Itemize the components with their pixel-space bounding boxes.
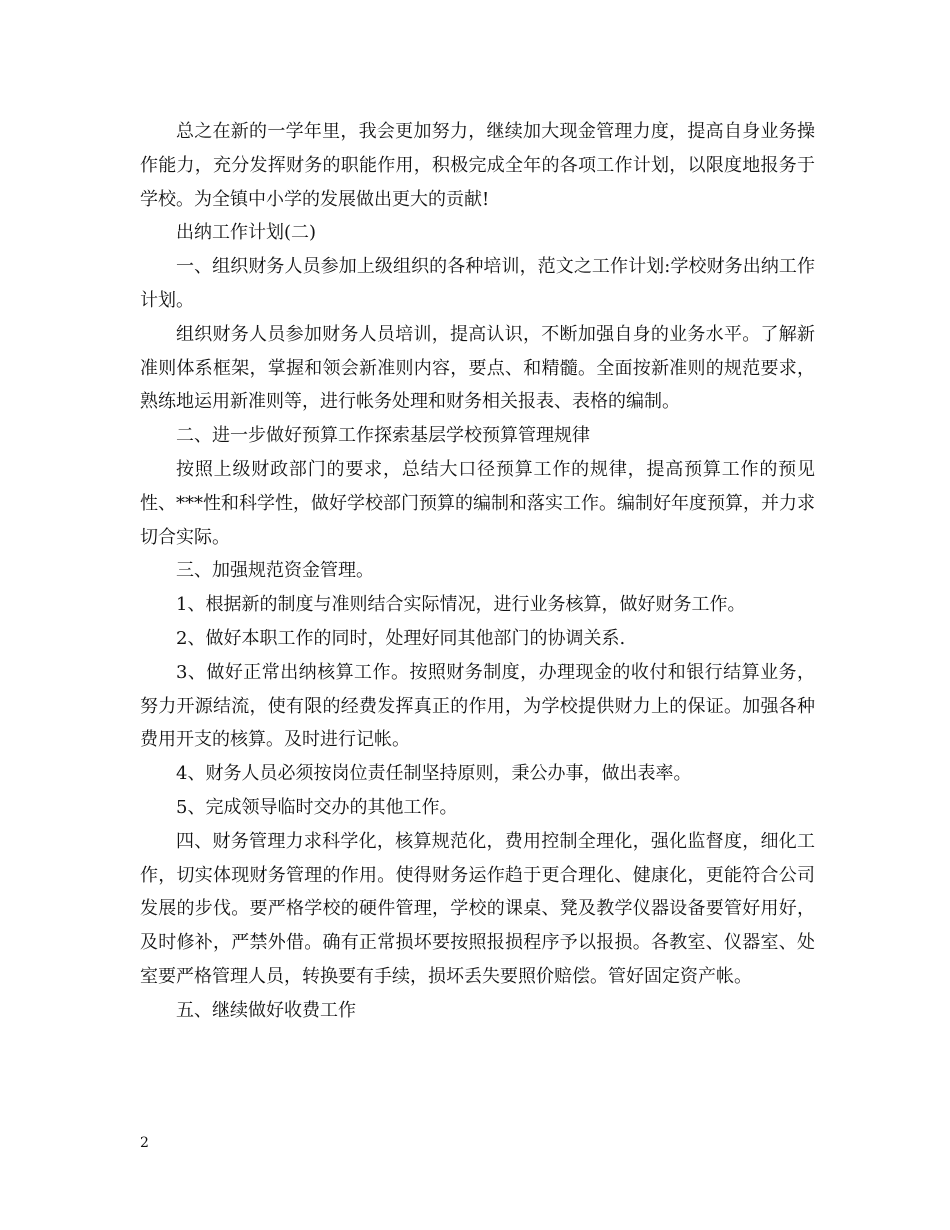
paragraph-heading-management: 四、财务管理力求科学化，核算规范化，费用控制全理化，强化监督度，细化工作，切实体现财务管理的作用。使得财务运作趋于更合理化、健康化，更能符合公司发展的步伐。要严格学校的硬件管理，学校的课桌、凳及教学仪器设备要管好用好，及时修补，严禁外借。确有正常损坏要按照报损程序予以报损。各教室、仪器室、处室要严格管理人员，转换要有手续，损坏丢失要照价赔偿。管好固定资产帐。	[140, 830, 815, 987]
paragraph-heading-training: 一、组织财务人员参加上级组织的各种培训，范文之工作计划:学校财务出纳工作计划。	[140, 256, 815, 311]
paragraph-heading-budget: 二、进一步做好预算工作探索基层学校预算管理规律	[176, 425, 590, 447]
list-item-4: 4、财务人员必须按岗位责任制坚持原则，秉公办事，做出表率。	[176, 763, 692, 785]
document-body	[140, 115, 815, 1028]
paragraph-summary: 总之在新的一学年里，我会更加努力，继续加大现金管理力度，提高自身业务操作能力，充分发挥财务的职能作用，积极完成全年的各项工作计划，以限度地报务于学校。为全镇中小学的发展做出更大的贡献!	[140, 121, 815, 210]
section-title-cashier-plan: 出纳工作计划(二)	[176, 222, 317, 244]
list-item-1: 1、根据新的制度与准则结合实际情况，进行业务核算，做好财务工作。	[176, 594, 746, 616]
page-number: 2	[140, 1135, 149, 1151]
list-item-2: 2、做好本职工作的同时，处理好同其他部门的协调关系.	[176, 627, 626, 649]
list-item-5: 5、完成领导临时交办的其他工作。	[176, 796, 458, 818]
paragraph-training-detail: 组织财务人员参加财务人员培训，提高认识，不断加强自身的业务水平。了解新准则体系框架，掌握和领会新准则内容，要点、和精髓。全面按新准则的规范要求，熟练地运用新准则等，进行帐务处理和财务相关报表、表格的编制。	[140, 323, 815, 413]
list-item-3: 3、做好正常出纳核算工作。按照财务制度，办理现金的收付和银行结算业务，努力开源结流，使有限的经费发挥真正的作用，为学校提供财力上的保证。加强各种费用开支的核算。及时进行记帐。	[140, 661, 815, 751]
paragraph-heading-funds: 三、加强规范资金管理。	[176, 560, 374, 582]
paragraph-heading-fees: 五、继续做好收费工作	[176, 999, 356, 1021]
paragraph-budget-detail: 按照上级财政部门的要求，总结大口径预算工作的规律，提高预算工作的预见性、***性和科学性，做好学校部门预算的编制和落实工作。编制好年度预算，并力求切合实际。	[140, 458, 815, 548]
